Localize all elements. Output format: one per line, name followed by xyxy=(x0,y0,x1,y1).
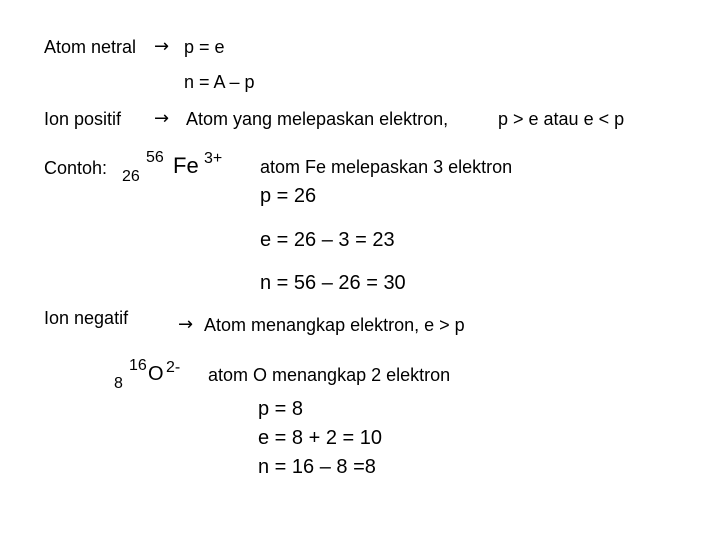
fe-atomic-number: 26 xyxy=(122,168,140,185)
netral-rule-p-e: p = e xyxy=(184,37,225,57)
o-calc-p: p = 8 xyxy=(258,398,304,420)
arrow-right-icon: → xyxy=(154,108,170,129)
o-mass-number: 16 xyxy=(129,357,147,374)
o-explanation: atom O menangkap 2 elektron xyxy=(208,365,451,385)
arrow-right-icon: → xyxy=(178,314,194,335)
ion-negatif-desc: Atom menangkap elektron, e > p xyxy=(204,315,465,335)
o-calc-e: e = 8 + 2 = 10 xyxy=(258,427,382,449)
arrow-right-icon: → xyxy=(154,36,170,57)
o-charge: 2- xyxy=(166,359,181,376)
ion-positif-label: Ion positif xyxy=(44,109,122,129)
atom-netral-label: Atom netral xyxy=(44,37,137,57)
fe-explanation: atom Fe melepaskan 3 elektron xyxy=(260,157,513,177)
netral-rule-n: n = A – p xyxy=(184,72,255,92)
ion-positif-condition: p > e atau e < p xyxy=(498,109,625,129)
fe-symbol: Fe xyxy=(173,153,199,178)
fe-calc-p: p = 26 xyxy=(260,185,317,207)
fe-calc-e: e = 26 – 3 = 23 xyxy=(260,229,395,251)
ion-positif-desc: Atom yang melepaskan elektron, xyxy=(186,109,449,129)
o-calc-n: n = 16 – 8 =8 xyxy=(258,456,376,478)
fe-mass-number: 56 xyxy=(146,149,164,166)
contoh-label: Contoh: xyxy=(44,158,108,178)
o-atomic-number: 8 xyxy=(114,375,123,392)
ion-negatif-label: Ion negatif xyxy=(44,308,129,328)
o-symbol: O xyxy=(148,363,164,385)
fe-charge: 3+ xyxy=(204,150,223,167)
fe-calc-n: n = 56 – 26 = 30 xyxy=(260,272,406,294)
